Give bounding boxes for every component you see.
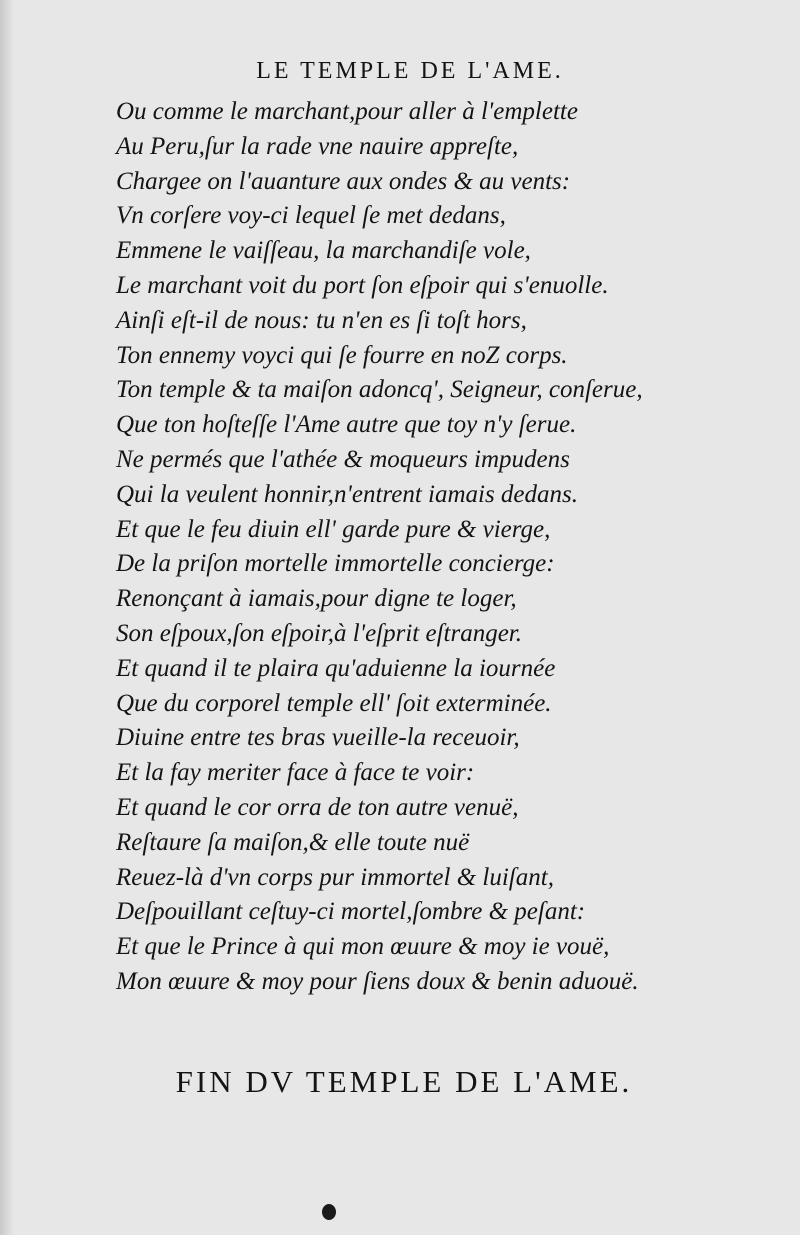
poem-line: Ne permés que l'athée & moqueurs impudens xyxy=(116,445,570,473)
poem-line: Et que le Prince à qui mon œuure & moy ie vouë, xyxy=(116,933,610,961)
poem-line: Mon œuure & moy pour ſiens doux & benin aduouë. xyxy=(116,967,639,995)
poem-line: De la priſon mortelle immortelle concierge: xyxy=(116,550,555,578)
poem-line: Renonçant à iamais,pour digne te loger, xyxy=(116,585,517,613)
running-head: LE TEMPLE DE L'AME. xyxy=(256,58,564,84)
poem-line: Chargee on l'auanture aux ondes & au vents: xyxy=(116,167,571,195)
poem-line: Le marchant voit du port ſon eſpoir qui s'enuolle. xyxy=(116,271,609,299)
poem-line: Deſpouillant ceſtuy-ci mortel,ſombre & peſant: xyxy=(116,898,586,926)
poem-line: Et quand il te plaira qu'aduienne la iournée xyxy=(116,654,556,682)
poem-line: Qui la veulent honnir,n'entrent iamais dedans. xyxy=(116,480,579,508)
poem-text xyxy=(116,95,756,1000)
finis-heading: FIN DV TEMPLE DE L'AME. xyxy=(175,1064,633,1099)
poem-line: Que du corporel temple ell' ſoit exterminée. xyxy=(116,689,552,717)
poem-line: Son eſpoux,ſon eſpoir,à l'eſprit eſtranger. xyxy=(116,619,523,647)
poem-line: Au Peru,ſur la rade vne nauire appreſte, xyxy=(116,132,519,160)
poem-line: Diuine entre tes bras vueille-la receuoir, xyxy=(116,724,520,752)
poem-line: Reuez-là d'vn corps pur immortel & luiſant, xyxy=(116,863,554,891)
poem-line: Et que le feu diuin ell' garde pure & vierge, xyxy=(116,515,551,543)
poem-line: Ainſi eſt-il de nous: tu n'en es ſi toſt hors, xyxy=(116,306,527,334)
poem-line: Emmene le vaiſſeau, la marchandiſe vole, xyxy=(116,237,531,265)
poem-line: Ou comme le marchant,pour aller à l'emplette xyxy=(116,98,578,125)
page-gutter-shadow xyxy=(0,0,14,1235)
poem-line: Que ton hoſteſſe l'Ame autre que toy n'y ſerue. xyxy=(116,411,577,439)
poem-line: Reſtaure ſa maiſon,& elle toute nuë xyxy=(116,828,470,856)
poem-line: Ton ennemy voyci qui ſe fourre en noZ corps. xyxy=(116,341,568,369)
signature-dot-ornament xyxy=(322,1204,336,1220)
poem-line: Et la fay meriter face à face te voir: xyxy=(116,759,475,787)
poem-line: Et quand le cor orra de ton autre venuë, xyxy=(116,793,519,821)
poem-line: Vn corſere voy-ci lequel ſe met dedans, xyxy=(116,202,506,230)
poem-line: Ton temple & ta maiſon adoncq', Seigneur, conſerue, xyxy=(116,376,643,404)
